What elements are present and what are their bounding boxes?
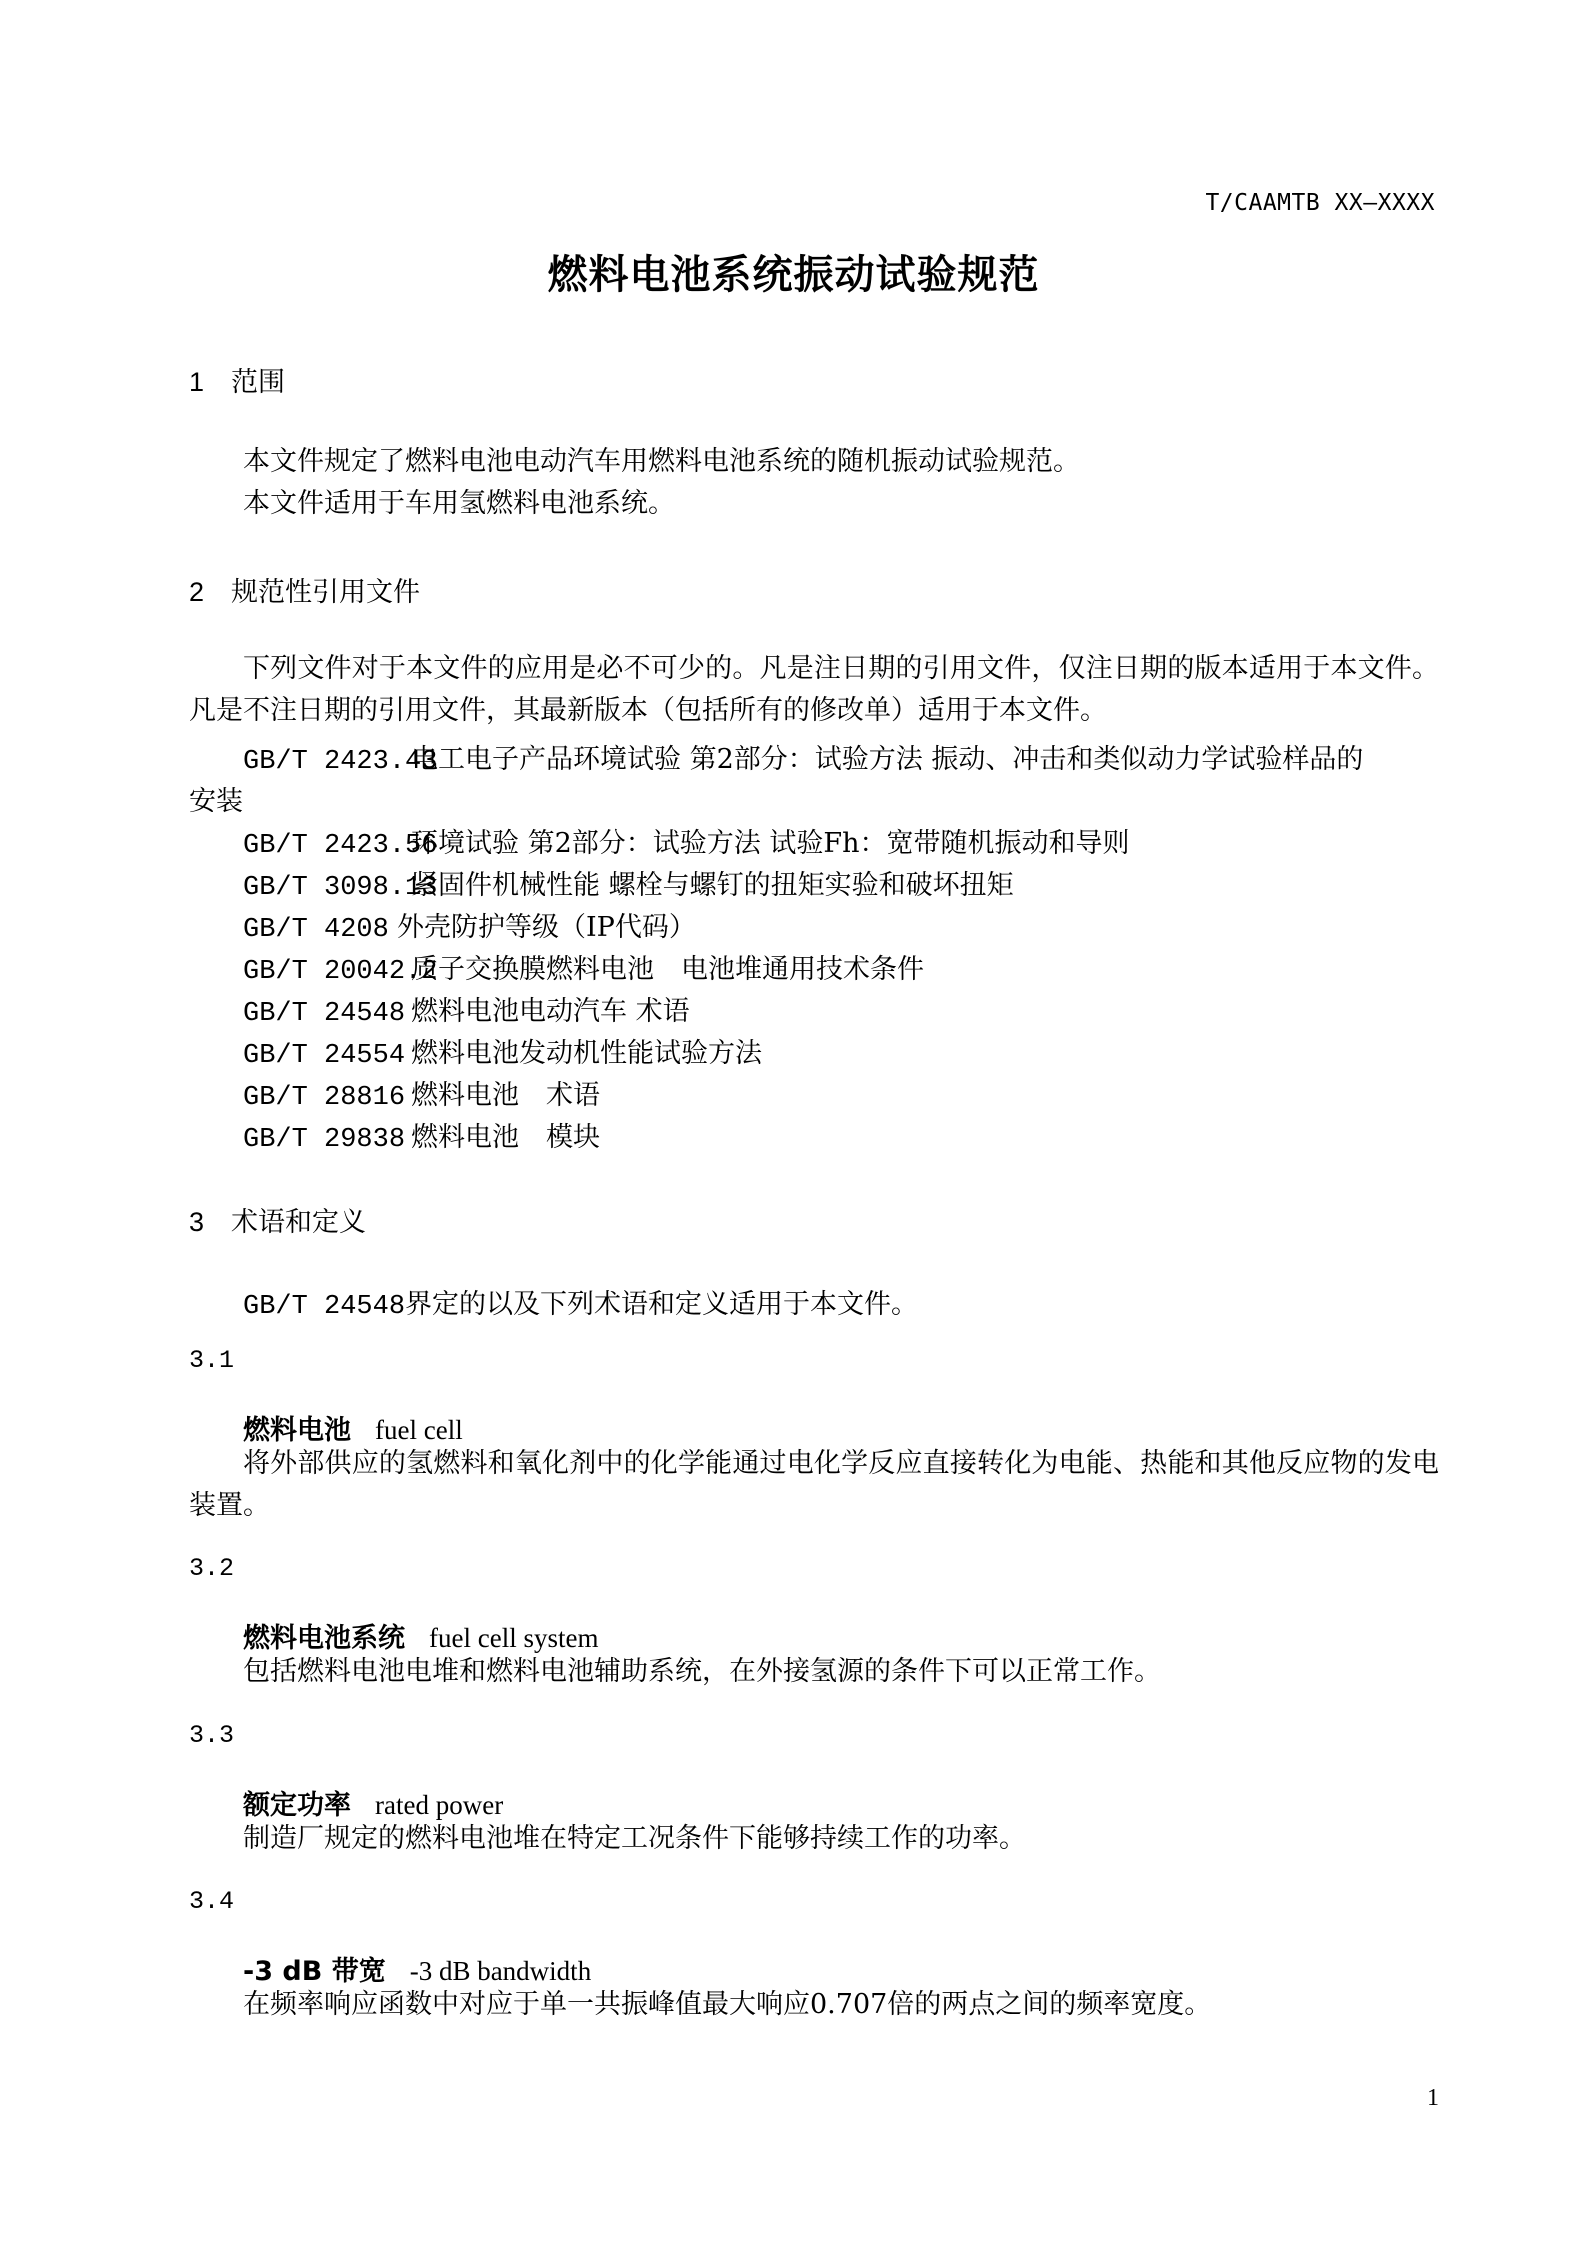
term-chinese: 燃料电池系统 xyxy=(243,1623,405,1654)
reference-title: 电工电子产品环境试验 第2部分：试验方法 振动、冲击和类似动力学试验样品的 xyxy=(411,744,1364,775)
terms-intro xyxy=(243,1282,918,1322)
section-title: 术语和定义 xyxy=(231,1207,366,1238)
reference-title: 紧固件机械性能 螺栓与螺钉的扭矩实验和破坏扭矩 xyxy=(411,870,1014,901)
section-number: 1 xyxy=(189,367,205,397)
document-title: 燃料电池系统振动试验规范 xyxy=(547,252,1040,298)
term-heading xyxy=(243,1616,598,1655)
reference-item xyxy=(243,989,690,1029)
reference-code: GB/T 4208 xyxy=(243,915,389,945)
term-number: 3.4 xyxy=(189,1887,235,1916)
reference-item xyxy=(243,947,924,987)
terms-intro-text: 界定的以及下列术语和定义适用于本文件。 xyxy=(405,1289,919,1320)
reference-item xyxy=(243,1031,762,1071)
reference-code: GB/T 20042.2 xyxy=(243,957,438,987)
term-number: 3.3 xyxy=(189,1721,235,1750)
section-3-heading xyxy=(189,1200,366,1239)
section-number: 2 xyxy=(189,577,205,607)
reference-item xyxy=(243,863,1014,903)
reference-code: GB/T 2423.56 xyxy=(243,831,438,861)
section-title: 规范性引用文件 xyxy=(231,577,420,608)
term-english: fuel cell system xyxy=(429,1623,599,1653)
term-english: -3 dB bandwidth xyxy=(409,1956,592,1986)
standard-code: T/CAAMTB XX—XXXX xyxy=(1205,190,1435,216)
term-english: rated power xyxy=(375,1790,504,1820)
term-heading xyxy=(243,1783,503,1822)
reference-title: 燃料电池电动汽车 术语 xyxy=(411,996,690,1027)
reference-title-continuation: 安装 xyxy=(189,786,243,817)
reference-code: GB/T 28816 xyxy=(243,1083,406,1113)
reference-title: 质子交换膜燃料电池 电池堆通用技术条件 xyxy=(411,954,924,985)
section-2-heading xyxy=(189,570,420,609)
term-definition: 包括燃料电池电堆和燃料电池辅助系统，在外接氢源的条件下可以正常工作。 xyxy=(243,1656,1161,1687)
reference-item xyxy=(243,905,696,945)
term-chinese: -3 dB 带宽 xyxy=(243,1956,386,1987)
reference-item xyxy=(243,737,1363,777)
term-number: 3.1 xyxy=(189,1346,235,1375)
reference-item xyxy=(243,1115,600,1155)
term-english: fuel cell xyxy=(375,1415,463,1445)
term-definition: 在频率响应函数中对应于单一共振峰值最大响应0.707倍的两点之间的频率宽度。 xyxy=(243,1989,1212,2020)
reference-title: 环境试验 第2部分：试验方法 试验Fh：宽带随机振动和导则 xyxy=(411,828,1130,859)
term-definition: 将外部供应的氢燃料和氧化剂中的化学能通过电化学反应直接转化为电能、热能和其他反应物的发电装置。 xyxy=(189,1448,1439,1521)
section-number: 3 xyxy=(189,1207,205,1237)
reference-code: GB/T 24554 xyxy=(243,1041,406,1071)
reference-item xyxy=(243,821,1129,861)
scope-paragraph-1: 本文件规定了燃料电池电动汽车用燃料电池系统的随机振动试验规范。 xyxy=(243,446,1080,477)
section-title: 范围 xyxy=(231,367,285,398)
term-chinese: 额定功率 xyxy=(243,1790,351,1821)
reference-code: GB/T 24548 xyxy=(243,1292,406,1322)
reference-title: 燃料电池 术语 xyxy=(411,1080,600,1111)
term-heading xyxy=(243,1408,463,1447)
normative-references-intro: 下列文件对于本文件的应用是必不可少的。凡是注日期的引用文件，仅注日期的版本适用于本文件。凡是不注日期的引用文件，其最新版本（包括所有的修改单）适用于本文件。 xyxy=(189,653,1439,726)
scope-paragraph-2: 本文件适用于车用氢燃料电池系统。 xyxy=(243,488,675,519)
section-1-heading xyxy=(189,360,285,399)
term-heading xyxy=(243,1949,591,1988)
reference-title: 外壳防护等级（IP代码） xyxy=(397,912,696,943)
term-chinese: 燃料电池 xyxy=(243,1415,351,1446)
term-number: 3.2 xyxy=(189,1554,235,1583)
reference-code: GB/T 2423.43 xyxy=(243,747,438,777)
term-definition: 制造厂规定的燃料电池堆在特定工况条件下能够持续工作的功率。 xyxy=(243,1823,1026,1854)
reference-code: GB/T 24548 xyxy=(243,999,406,1029)
reference-title: 燃料电池发动机性能试验方法 xyxy=(411,1038,762,1069)
reference-code: GB/T 29838 xyxy=(243,1125,406,1155)
reference-code: GB/T 3098.13 xyxy=(243,873,438,903)
page-number: 1 xyxy=(1427,2085,1439,2111)
reference-item xyxy=(243,1073,600,1113)
reference-title: 燃料电池 模块 xyxy=(411,1122,600,1153)
